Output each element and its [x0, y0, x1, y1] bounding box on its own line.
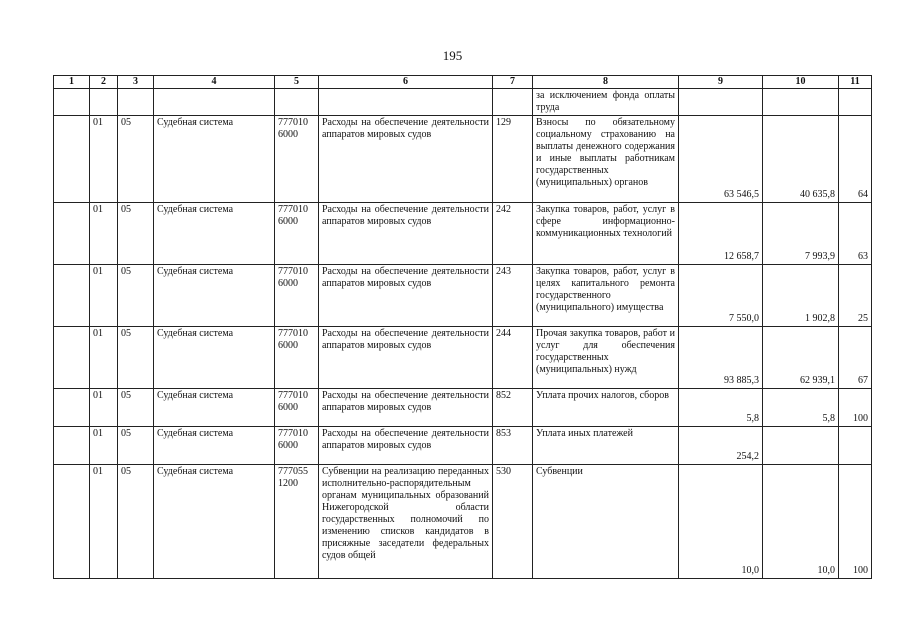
cell-expense-name: Уплата иных платежей: [533, 427, 679, 465]
cell-percent: 100: [839, 389, 872, 427]
cell-section: 01: [90, 465, 118, 579]
cell-c1: [54, 265, 90, 327]
cell-subsection: 05: [118, 265, 154, 327]
cell-actual: 1 902,8: [763, 265, 839, 327]
table-row: [54, 465, 872, 579]
cell-name: Судебная система: [154, 465, 275, 579]
col-header-5: 5: [275, 76, 319, 89]
cell-target-code: 777010 6000: [275, 327, 319, 389]
col-header-8: 8: [533, 76, 679, 89]
cell-actual: [763, 427, 839, 465]
cell-expense-name: Взносы по обязательному социальному страхованию на выплаты денежного содержания и иные выплаты работникам государственных (муниципальных) органов: [533, 116, 679, 203]
cell-description: Расходы на обеспечение деятельности аппаратов мировых судов: [319, 203, 493, 265]
col-header-9: 9: [679, 76, 763, 89]
cell-expense-code: 530: [493, 465, 533, 579]
cell-target-code: 777010 6000: [275, 427, 319, 465]
cell-actual: [763, 89, 839, 116]
cell-section: 01: [90, 203, 118, 265]
cell-actual: 62 939,1: [763, 327, 839, 389]
cell-expense-code: 129: [493, 116, 533, 203]
cell-plan: 7 550,0: [679, 265, 763, 327]
cell-c1: [54, 203, 90, 265]
budget-table: [53, 75, 872, 579]
cell-expense-name: Прочая закупка товаров, работ и услуг для обеспечения государственных (муниципальных) нужд: [533, 327, 679, 389]
cell-percent: 100: [839, 465, 872, 579]
cell-name: Судебная система: [154, 116, 275, 203]
cell-section: 01: [90, 427, 118, 465]
cell-plan: 5,8: [679, 389, 763, 427]
cell-target-code: 777010 6000: [275, 116, 319, 203]
cell-description: Расходы на обеспечение деятельности аппаратов мировых судов: [319, 116, 493, 203]
page-number: 195: [442, 48, 463, 63]
cell-name: Судебная система: [154, 327, 275, 389]
cell-percent: 25: [839, 265, 872, 327]
cell-expense-code: 242: [493, 203, 533, 265]
cell-target-code: 777010 6000: [275, 265, 319, 327]
col-header-10: 10: [763, 76, 839, 89]
cell-actual: 10,0: [763, 465, 839, 579]
cell-c1: [54, 327, 90, 389]
cell-name: Судебная система: [154, 265, 275, 327]
cell-target-code: 777010 6000: [275, 203, 319, 265]
cell-c1: [54, 89, 90, 116]
cell-target-code: 777055 1200: [275, 465, 319, 579]
cell-expense-name: Закупка товаров, работ, услуг в целях капитального ремонта государственного (муниципального) имущества: [533, 265, 679, 327]
cell-expense-code: 244: [493, 327, 533, 389]
table-row: [54, 89, 872, 116]
cell-section: 01: [90, 116, 118, 203]
cell-description: Субвенции на реализацию переданных исполнительно-распорядительным органам муниципальных образований Нижегородской области государственных полномочий по изменению списков кандидатов в присяжные заседатели федеральных судов общей: [319, 465, 493, 579]
cell-expense-code: 243: [493, 265, 533, 327]
cell-percent: 64: [839, 116, 872, 203]
cell-expense-name: Уплата прочих налогов, сборов: [533, 389, 679, 427]
cell-section: 01: [90, 265, 118, 327]
cell-section: [90, 89, 118, 116]
cell-plan: [679, 89, 763, 116]
table-row: [54, 203, 872, 265]
cell-name: [154, 89, 275, 116]
cell-subsection: [118, 89, 154, 116]
cell-percent: [839, 427, 872, 465]
col-header-1: 1: [54, 76, 90, 89]
cell-expense-name: Закупка товаров, работ, услуг в сфере информационно-коммуникационных технологий: [533, 203, 679, 265]
cell-expense-name: Субвенции: [533, 465, 679, 579]
cell-name: Судебная система: [154, 427, 275, 465]
cell-target-code: 777010 6000: [275, 389, 319, 427]
cell-subsection: 05: [118, 203, 154, 265]
cell-plan: 12 658,7: [679, 203, 763, 265]
cell-subsection: 05: [118, 427, 154, 465]
col-header-6: 6: [319, 76, 493, 89]
cell-expense-code: 853: [493, 427, 533, 465]
cell-plan: 93 885,3: [679, 327, 763, 389]
col-header-11: 11: [839, 76, 872, 89]
cell-subsection: 05: [118, 389, 154, 427]
table-row: [54, 327, 872, 389]
cell-description: Расходы на обеспечение деятельности аппаратов мировых судов: [319, 389, 493, 427]
cell-actual: 5,8: [763, 389, 839, 427]
cell-subsection: 05: [118, 116, 154, 203]
cell-percent: [839, 89, 872, 116]
col-header-2: 2: [90, 76, 118, 89]
cell-expense-code: 852: [493, 389, 533, 427]
table-row: [54, 116, 872, 203]
cell-plan: 10,0: [679, 465, 763, 579]
cell-expense-code: [493, 89, 533, 116]
cell-c1: [54, 465, 90, 579]
table-row: [54, 427, 872, 465]
cell-description: Расходы на обеспечение деятельности аппаратов мировых судов: [319, 327, 493, 389]
cell-target-code: [275, 89, 319, 116]
header-row: [54, 76, 872, 89]
cell-plan: 63 546,5: [679, 116, 763, 203]
cell-percent: 63: [839, 203, 872, 265]
cell-description: Расходы на обеспечение деятельности аппаратов мировых судов: [319, 427, 493, 465]
cell-subsection: 05: [118, 465, 154, 579]
cell-c1: [54, 427, 90, 465]
cell-c1: [54, 389, 90, 427]
cell-description: Расходы на обеспечение деятельности аппаратов мировых судов: [319, 265, 493, 327]
cell-description: [319, 89, 493, 116]
cell-actual: 7 993,9: [763, 203, 839, 265]
col-header-7: 7: [493, 76, 533, 89]
col-header-3: 3: [118, 76, 154, 89]
table-row: [54, 265, 872, 327]
cell-section: 01: [90, 327, 118, 389]
cell-percent: 67: [839, 327, 872, 389]
cell-subsection: 05: [118, 327, 154, 389]
cell-actual: 40 635,8: [763, 116, 839, 203]
col-header-4: 4: [154, 76, 275, 89]
cell-expense-name: за исключением фонда оплаты труда: [533, 89, 679, 116]
cell-name: Судебная система: [154, 389, 275, 427]
table-row: [54, 389, 872, 427]
cell-plan: 254,2: [679, 427, 763, 465]
cell-c1: [54, 116, 90, 203]
cell-name: Судебная система: [154, 203, 275, 265]
cell-section: 01: [90, 389, 118, 427]
